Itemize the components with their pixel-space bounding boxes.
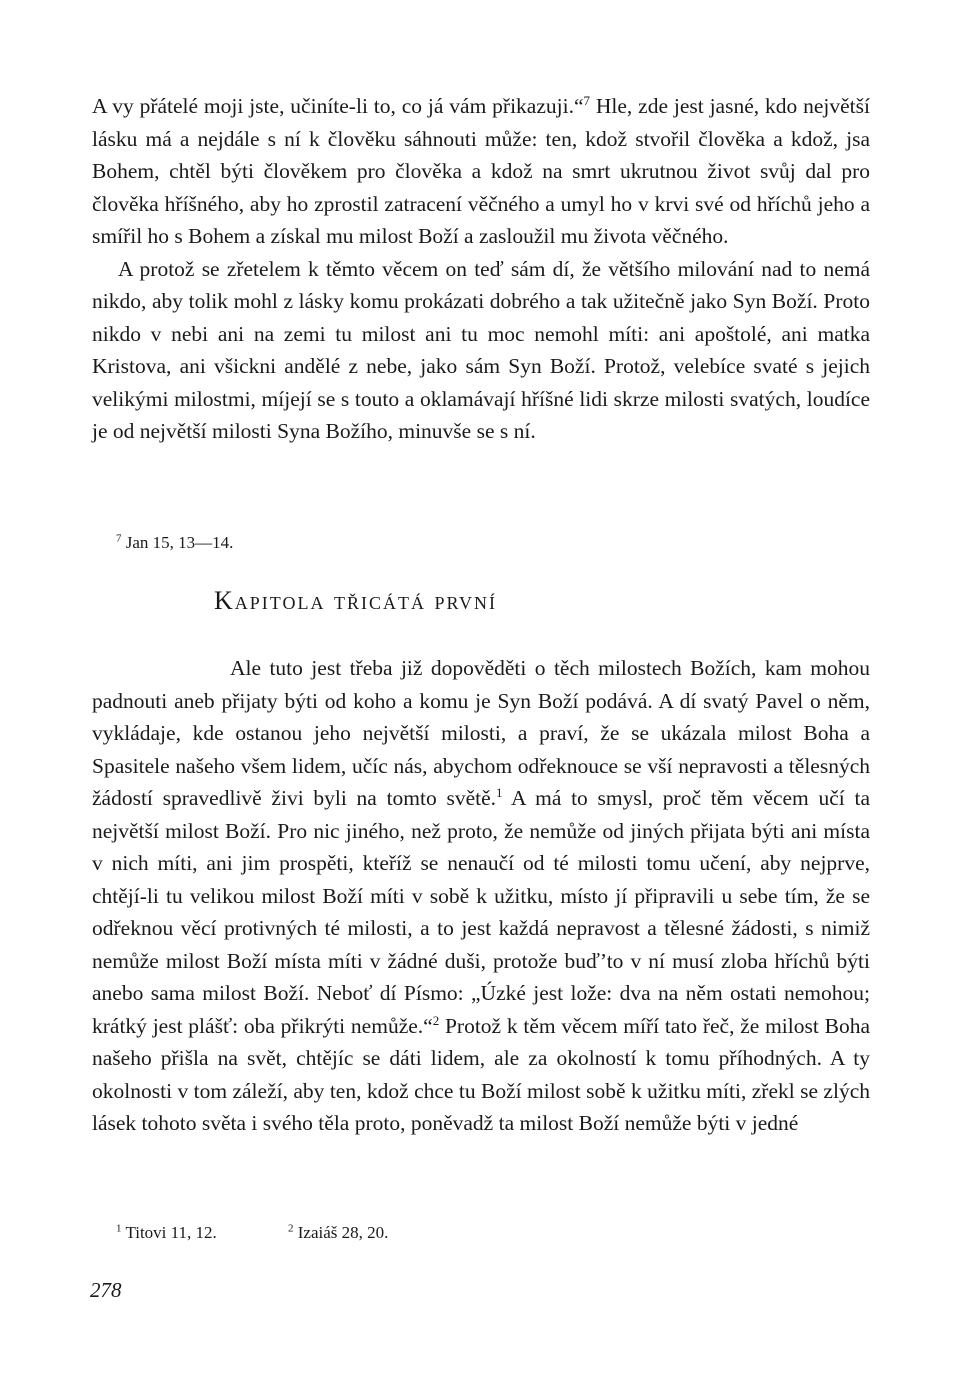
footnote-jan [116, 532, 233, 554]
footnote-ref-2: 2 [432, 1012, 440, 1028]
footnote-text: Izaiáš 28, 20. [293, 1223, 389, 1242]
chapter-heading: Kapitola třicátá první [214, 586, 498, 615]
footnote-number: 7 [116, 532, 122, 545]
top-text-block [92, 90, 870, 448]
page-number: 278 [90, 1278, 122, 1302]
paragraph-2: A protož se zřetelem k těmto věcem on teď sám dí, že většího milování nad to nemá nikdo, aby tolik mohl z lásky komu prokázati dobrého a tak užitečně jako Syn Boží. Proto nikdo v nebi ani na zemi tu milost ani tu moc nemohl míti: ani apoštolé, ani matka Kristova, ani všickni andělé z nebe, jako sám Syn Boží. Protož, velebíce svaté s jejich velikými milostmi, míjejí se s touto a oklamávají hříšné lidi skrze milosti svatých, loudíce je od největší milosti Syna Božího, minuvše se s ní. [92, 256, 870, 443]
paragraph-1-text-b: Hle, zde jest jasné, kdo největší lásku má a nejdále s ní k člověku sáhnouti může: ten, kdož stvořil člověka a kdož, jsa Bohem, chtěl býti člověkem pro člověka a kdož na smrt ukrutnou život svůj dal pro člověka hříšného, aby ho zprostil zatracení věčného a umyl ho v krvi své od hříchů jeho a smířil ho s Bohem a získal mu milost Boží a zasloužil mu života věčného. [92, 94, 870, 248]
footnote-text: Titovi 11, 12. [121, 1223, 217, 1242]
footnote-titovi [116, 1222, 217, 1244]
footnote-ref-1: 1 [496, 784, 503, 800]
paragraph-3-text-b: A má to smysl, proč těm věcem učí ta největší milost Boží. Pro nic jiného, než proto, že nemůže od jiných přijata býti ani místa v nich míti, ani jim prospěti, kteříž se nenaučí od té milosti tomu učení, aby nejprve, chtějí-li tu velikou milost Boží míti v sobě k užitku, místo jí připravili u sebe tím, že se odřeknou věcí protivných té milosti, a to jest každá nepravost a tělesné žádosti, s nimiž nemůže milost Boží místa míti v žádné duši, protože buď’to v ní musí zloba hříchů býti anebo sama milost Boží. Neboť dí Písmo: „Úzké jest lože: dva na něm ostati nemohou; krátký jest plášť: oba přikrýti nemůže.“ [92, 786, 870, 1038]
paragraph-3-text-c: Protož k těm věcem míří tato řeč, že milost Boha našeho přišla na svět, chtějíc se dáti lidem, ale za okolností k tomu příhodných. A ty okolnosti v tom záleží, aby ten, kdož chce tu Boží milost sobě k užitku míti, zřekl se zlých lásek tohoto světa i svého těla proto, poněvadž ta milost Boží nemůže býti v jedné [92, 1013, 870, 1135]
footnote-ref-7: 7 [583, 92, 590, 108]
footnote-text: Jan 15, 13—14. [121, 533, 234, 552]
footnote-number: 1 [116, 1222, 122, 1235]
paragraph-3-text-a: Ale tuto jest třeba již dopověděti o těch milostech Božích, kam mohou padnouti aneb přijaty býti od koho a komu je Syn Boží podává. A dí svatý Pavel o něm, vykládaje, kde ostanou jeho největší milosti, a praví, že se ukázala milost Boha a Spasitele našeho všem lidem, učíc nás, abychom odřeknouce se vší nepravosti a tělesných žádostí spravedlivě živi byli na tomto světě. [92, 656, 870, 810]
paragraph-1 [92, 90, 870, 253]
footnote-number: 2 [288, 1222, 294, 1235]
footnote-izaias [288, 1222, 388, 1244]
chapter-text-block [92, 652, 870, 1140]
paragraph-1-text-a: A vy přátelé moji jste, učiníte-li to, co já vám přikazuji.“ [92, 94, 584, 118]
paragraph-3 [92, 652, 870, 1140]
